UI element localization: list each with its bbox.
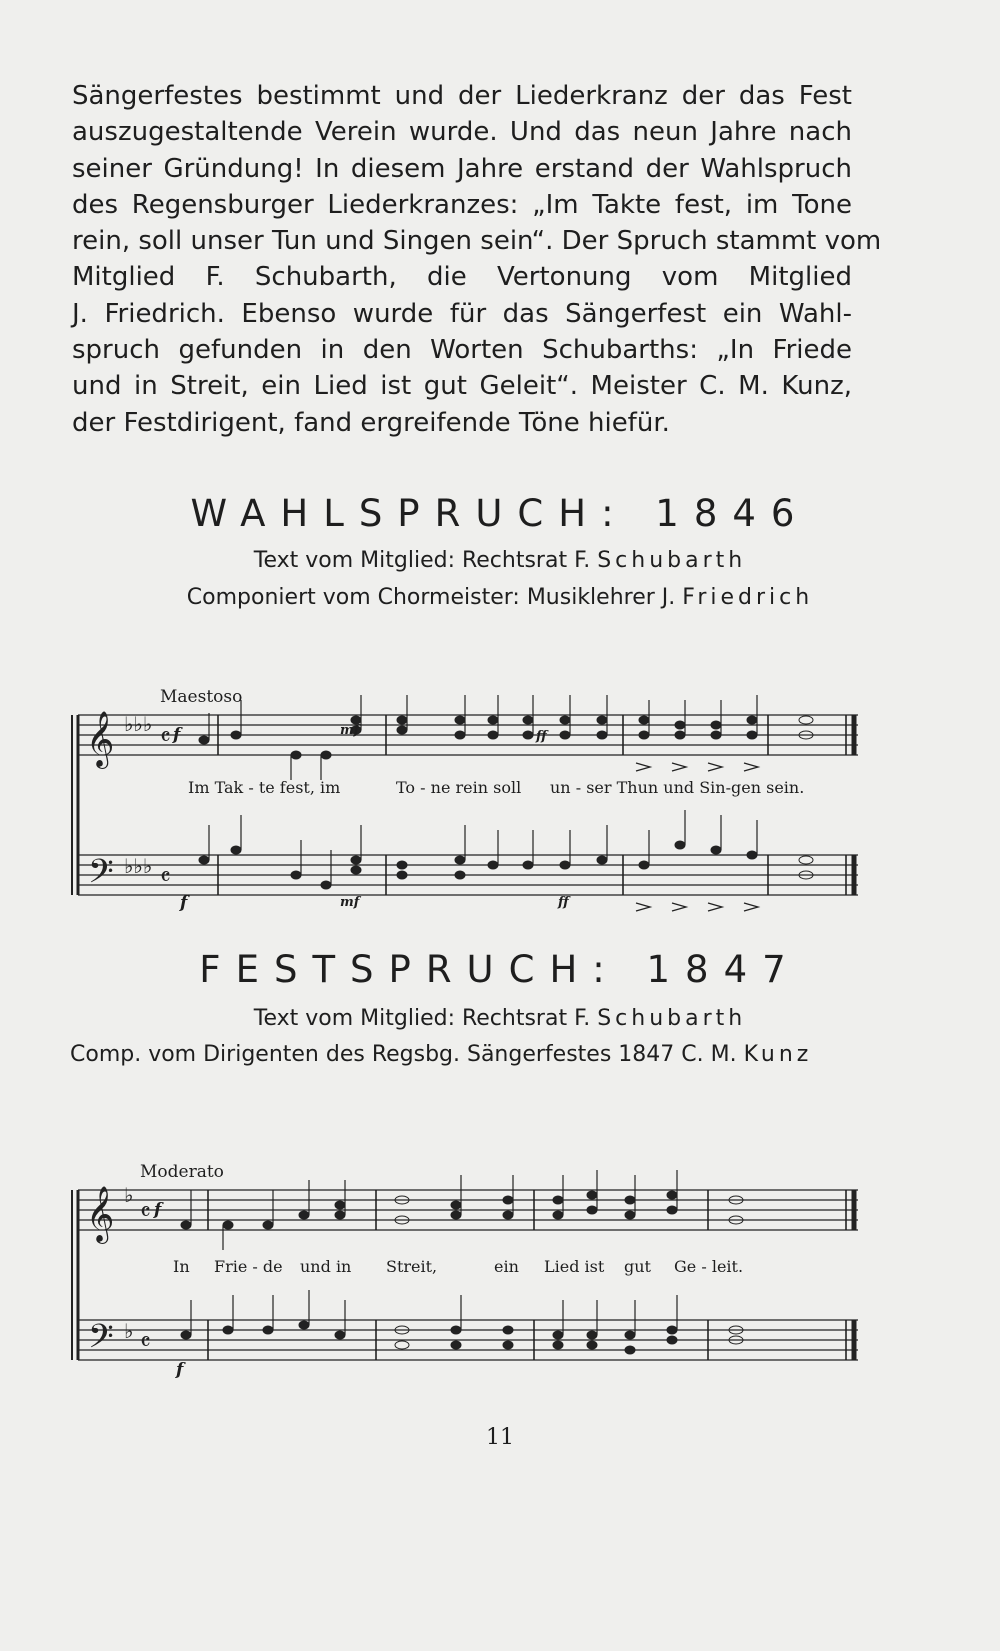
dynamic-ff: ff bbox=[536, 729, 547, 744]
dynamic-f: f bbox=[154, 1200, 162, 1220]
svg-text:𝄴: 𝄴 bbox=[160, 723, 171, 751]
dynamic-f: f bbox=[173, 725, 181, 745]
text-credit bbox=[0, 1006, 1000, 1031]
svg-text:𝄢: 𝄢 bbox=[88, 1318, 114, 1364]
text-line: seiner Gründung! In diesem Jahre erstand der Wahlspruch bbox=[72, 153, 852, 184]
lyric-word: In bbox=[173, 1257, 190, 1276]
credit-name: Kunz bbox=[743, 1042, 813, 1067]
svg-text:𝄴: 𝄴 bbox=[140, 1198, 151, 1226]
composer-credit bbox=[70, 1042, 870, 1067]
text-line: spruch gefunden in den Worten Schubarths: „In Friede bbox=[72, 335, 852, 366]
body-text bbox=[72, 78, 882, 441]
credit-name: Schubarth bbox=[597, 548, 747, 573]
svg-text:𝄞: 𝄞 bbox=[86, 711, 115, 767]
score-wahlspruch bbox=[68, 675, 858, 915]
dynamic-mf: mf bbox=[340, 895, 360, 910]
credit-prefix: Text vom Mitglied: Rechtsrat F. bbox=[253, 1006, 591, 1031]
tempo-marking: Maestoso bbox=[160, 687, 243, 707]
credit-prefix: Text vom Mitglied: Rechtsrat F. bbox=[253, 548, 591, 573]
lyric-word: ein bbox=[494, 1257, 519, 1276]
svg-text:𝄢: 𝄢 bbox=[88, 853, 114, 899]
text-line: der Festdirigent, fand ergreifende Töne hiefür. bbox=[72, 407, 670, 438]
credit-prefix: Componiert vom Chormeister: Musiklehrer J. bbox=[186, 585, 676, 610]
svg-text:♭: ♭ bbox=[124, 1183, 134, 1207]
lyric-line: un - ser Thun und Sin-gen sein. bbox=[550, 778, 805, 797]
tempo-marking: Moderato bbox=[140, 1162, 224, 1182]
composer-credit bbox=[0, 585, 1000, 610]
svg-text:𝄴: 𝄴 bbox=[140, 1328, 151, 1356]
dynamic-ff: ff bbox=[558, 895, 569, 910]
dynamic-f: f bbox=[176, 1360, 184, 1380]
section-title-festspruch: FESTSPRUCH: 1847 bbox=[199, 948, 801, 991]
score-festspruch bbox=[68, 1150, 858, 1390]
lyric-word: Streit, bbox=[386, 1257, 438, 1276]
credit-name: Friedrich bbox=[682, 585, 814, 610]
section-title-wahlspruch: WAHLSPRUCH: 1846 bbox=[190, 492, 810, 535]
dynamic-mf: mf bbox=[340, 723, 360, 738]
page-number: 11 bbox=[486, 1425, 514, 1450]
lyric-line: To - ne rein soll bbox=[396, 778, 522, 797]
svg-text:♭♭♭: ♭♭♭ bbox=[124, 854, 153, 878]
svg-text:♭: ♭ bbox=[124, 1319, 134, 1343]
lyric-word: gut bbox=[624, 1257, 651, 1276]
text-line: J. Friedrich. Ebenso wurde für das Sängerfest ein Wahl- bbox=[72, 298, 852, 329]
svg-text:𝄞: 𝄞 bbox=[86, 1186, 115, 1242]
lyric-word: Frie - de bbox=[214, 1257, 283, 1276]
text-credit bbox=[0, 548, 1000, 573]
credit-name: Schubarth bbox=[597, 1006, 747, 1031]
text-line: des Regensburger Liederkranzes: „Im Takte fest, im Tone bbox=[72, 189, 852, 220]
text-line: rein, soll unser Tun und Singen sein“. Der Spruch stammt vom bbox=[72, 226, 882, 257]
svg-text:♭♭♭: ♭♭♭ bbox=[124, 712, 153, 736]
dynamic-f: f bbox=[180, 893, 188, 913]
lyric-word: Ge - leit. bbox=[674, 1257, 744, 1276]
text-line: und in Streit, ein Lied ist gut Geleit“. Meister C. M. Kunz, bbox=[72, 371, 852, 402]
lyric-word: Lied ist bbox=[544, 1257, 605, 1276]
text-line: Sängerfestes bestimmt und der Liederkranz der das Fest bbox=[72, 81, 852, 111]
lyric-line: Im Tak - te fest, im bbox=[188, 778, 341, 797]
credit-prefix: Comp. vom Dirigenten des Regsbg. Sängerfestes 1847 C. M. bbox=[70, 1042, 737, 1067]
text-line: Mitglied F. Schubarth, die Vertonung vom Mitglied bbox=[72, 262, 852, 293]
lyric-word: und in bbox=[300, 1257, 352, 1276]
text-line: auszugestaltende Verein wurde. Und das neun Jahre nach bbox=[72, 117, 852, 148]
svg-text:𝄴: 𝄴 bbox=[160, 863, 171, 891]
